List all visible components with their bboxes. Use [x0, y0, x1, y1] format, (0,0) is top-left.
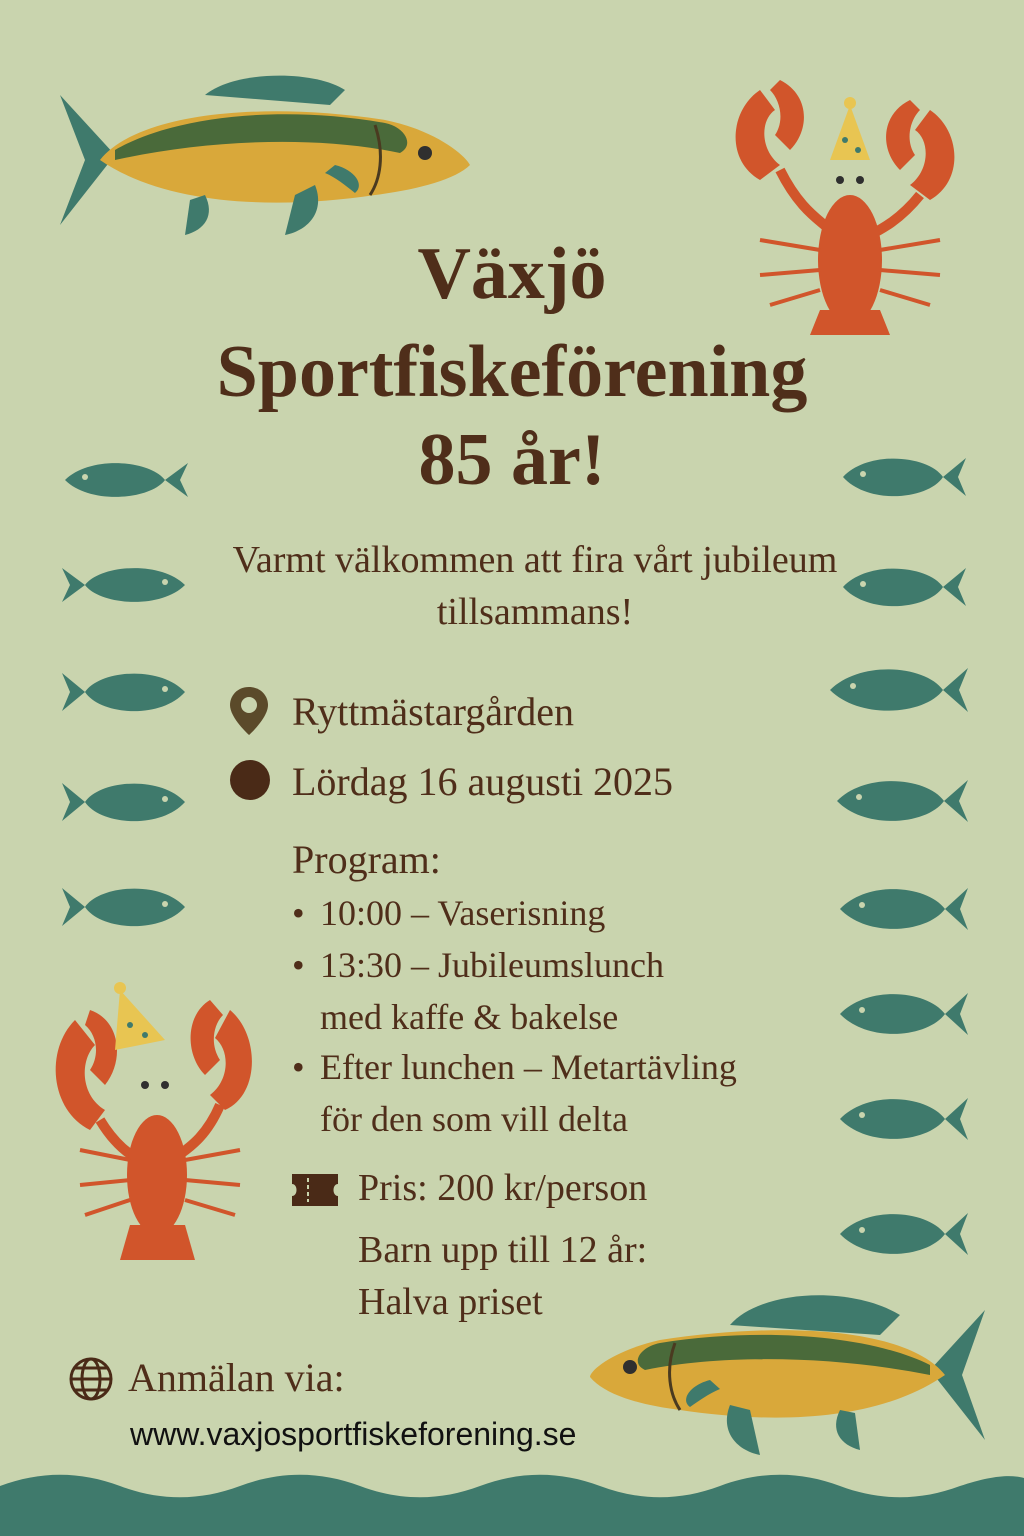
water-wave-decoration — [0, 1466, 1024, 1536]
bullet-glyph: • — [292, 893, 305, 933]
title-line-2: Sportfiskeförening — [216, 331, 808, 413]
small-fish-icon — [60, 665, 190, 720]
title-line-1: Växjö — [417, 233, 607, 315]
small-fish-icon — [60, 775, 190, 830]
perch-fish-illustration-bottom — [590, 1285, 990, 1460]
small-fish-icon — [835, 1205, 970, 1263]
signup-label: Anmälan via: — [128, 1355, 345, 1400]
program-heading: Program: — [292, 837, 441, 882]
program-item-text: 13:30 – Jubileumslunch — [320, 945, 664, 985]
small-fish-icon — [835, 985, 970, 1043]
price-text: Pris: 200 kr/person — [358, 1167, 648, 1209]
bullet-glyph: • — [292, 945, 305, 985]
ticket-icon — [290, 1172, 340, 1208]
subtitle: Varmt välkommen att fira vårt jubileum tillsammans! — [232, 539, 838, 633]
small-fish-icon — [60, 560, 190, 610]
small-fish-icon — [838, 450, 968, 505]
program-item-continuation: för den som vill delta — [320, 1099, 628, 1139]
program-item-text: 10:00 – Vaserisning — [320, 893, 606, 933]
small-fish-icon — [832, 772, 970, 830]
location-pin-icon — [228, 685, 270, 737]
program-item-text: Efter lunchen – Metartävling — [320, 1047, 737, 1087]
date-text: Lördag 16 augusti 2025 — [292, 759, 674, 804]
dot-icon — [228, 758, 272, 802]
location-text: Ryttmästargården — [292, 689, 575, 734]
perch-fish-illustration-top — [55, 65, 475, 245]
price-children-text: Barn upp till 12 år: — [358, 1229, 648, 1271]
bullet-glyph: • — [292, 1047, 305, 1087]
program-item — [292, 892, 605, 934]
program-item-continuation: med kaffe & bakelse — [320, 997, 619, 1037]
globe-icon — [68, 1356, 114, 1402]
crayfish-party-hat-illustration-left — [45, 980, 265, 1270]
small-fish-icon — [60, 455, 190, 505]
title-line-3: 85 år! — [418, 419, 606, 501]
program-item — [292, 1046, 737, 1088]
small-fish-icon — [825, 660, 970, 720]
signup-url-link[interactable]: www.vaxjosportfiskeforening.se — [130, 1416, 577, 1452]
price-children-value: Halva priset — [358, 1281, 543, 1323]
program-item — [292, 944, 664, 986]
small-fish-icon — [835, 1090, 970, 1148]
small-fish-icon — [60, 880, 190, 935]
small-fish-icon — [835, 880, 970, 938]
